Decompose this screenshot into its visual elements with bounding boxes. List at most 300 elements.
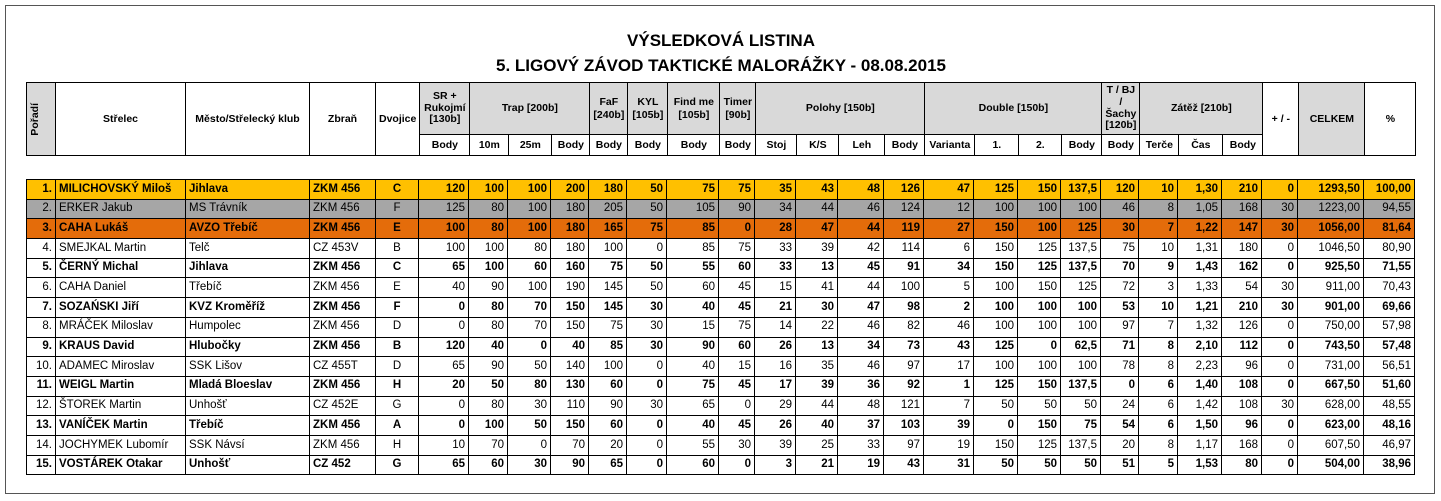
cell-total: 1046,50: [1298, 239, 1364, 259]
cell-plusminus: 0: [1262, 357, 1298, 377]
cell-tbj-score: 72: [1101, 278, 1139, 298]
table-row: [27, 199, 1415, 219]
cell-double-2: 125: [1018, 258, 1061, 278]
cell-gun: CZ 453V: [310, 239, 376, 259]
cell-tbj-score: 70: [1101, 258, 1139, 278]
cell-zatez-targets: 8: [1139, 337, 1178, 357]
cell-shooter-name: CAHA Daniel: [56, 278, 186, 298]
cell-double-2: 100: [1018, 317, 1061, 337]
cell-tbj-score: 53: [1101, 298, 1139, 318]
cell-zatez-score: 180: [1222, 239, 1262, 259]
cell-polohy-ks: 13: [796, 337, 838, 357]
cell-plusminus: 0: [1262, 435, 1298, 455]
cell-tbj-score: 54: [1101, 416, 1139, 436]
cell-double-score: 100: [1061, 357, 1101, 377]
cell-double-score: 137,5: [1061, 376, 1101, 396]
cell-polohy-ks: 43: [796, 180, 838, 200]
cell-timer-score: 45: [719, 298, 755, 318]
table-row: [27, 396, 1415, 416]
sub-header: Body: [1062, 135, 1102, 156]
cell-zatez-time: 1,33: [1178, 278, 1222, 298]
cell-percent: 100,00: [1364, 180, 1415, 200]
cell-polohy-leh: 46: [838, 357, 884, 377]
cell-faf-score: 145: [589, 298, 627, 318]
cell-zatez-time: 1,32: [1178, 317, 1222, 337]
cell-kyl-score: 50: [627, 180, 667, 200]
cell-trap-10m: 100: [469, 416, 508, 436]
cell-polohy-leh: 37: [838, 416, 884, 436]
cell-pair: G: [376, 455, 419, 475]
cell-polohy-score: 103: [884, 416, 924, 436]
cell-club: MS Trávník: [186, 199, 310, 219]
cell-shooter-name: ADAMEC Miroslav: [56, 357, 186, 377]
cell-zatez-score: 210: [1222, 298, 1262, 318]
cell-trap-25m: 60: [508, 258, 551, 278]
cell-percent: 80,90: [1364, 239, 1415, 259]
cell-shooter-name: SOZAŃSKI Jiří: [56, 298, 186, 318]
cell-rank: 13.: [27, 416, 56, 436]
cell-tbj-score: 0: [1101, 376, 1139, 396]
cell-percent: 71,55: [1364, 258, 1415, 278]
cell-total: 925,50: [1298, 258, 1364, 278]
cell-double-1: 150: [974, 258, 1018, 278]
cell-percent: 56,51: [1364, 357, 1415, 377]
cell-trap-score: 140: [551, 357, 589, 377]
cell-gun: ZKM 456: [310, 376, 376, 396]
cell-polohy-stoj: 17: [755, 376, 796, 396]
cell-trap-25m: 70: [508, 317, 551, 337]
sub-header: 10m: [470, 135, 509, 156]
cell-pair: B: [376, 239, 419, 259]
header-tbj: T / BJ / Šachy [120b]: [1102, 83, 1140, 135]
cell-percent: 51,60: [1364, 376, 1415, 396]
sub-header: Varianta: [925, 135, 975, 156]
cell-tbj-score: 78: [1101, 357, 1139, 377]
cell-total: 743,50: [1298, 337, 1364, 357]
cell-total: 1056,00: [1298, 219, 1364, 239]
cell-pair: H: [376, 376, 419, 396]
cell-percent: 57,48: [1364, 337, 1415, 357]
cell-zatez-targets: 6: [1139, 416, 1178, 436]
cell-club: Jihlava: [186, 180, 310, 200]
cell-timer-score: 0: [719, 396, 755, 416]
cell-rank: 12.: [27, 396, 56, 416]
cell-polohy-score: 119: [884, 219, 924, 239]
cell-trap-25m: 0: [508, 337, 551, 357]
cell-polohy-leh: 42: [838, 239, 884, 259]
cell-trap-score: 70: [551, 435, 589, 455]
cell-tbj-score: 51: [1101, 455, 1139, 475]
table-row: [27, 278, 1415, 298]
cell-polohy-ks: 44: [796, 396, 838, 416]
sub-header: Body: [668, 135, 720, 156]
cell-gun: ZKM 456: [310, 219, 376, 239]
cell-tbj-score: 20: [1101, 435, 1139, 455]
cell-tbj-score: 75: [1101, 239, 1139, 259]
cell-polohy-leh: 46: [838, 199, 884, 219]
sub-header: Body: [885, 135, 925, 156]
cell-kyl-score: 0: [627, 455, 667, 475]
cell-zatez-targets: 6: [1139, 396, 1178, 416]
cell-double-variant: 12: [924, 199, 974, 219]
cell-trap-25m: 80: [508, 376, 551, 396]
cell-trap-25m: 100: [508, 219, 551, 239]
cell-zatez-score: 108: [1222, 396, 1262, 416]
cell-polohy-stoj: 39: [755, 435, 796, 455]
sub-header: Body: [628, 135, 668, 156]
cell-trap-25m: 30: [508, 455, 551, 475]
table-row: [27, 317, 1415, 337]
cell-tbj-score: 120: [1101, 180, 1139, 200]
cell-trap-25m: 70: [508, 298, 551, 318]
cell-sr-score: 120: [419, 337, 469, 357]
cell-polohy-leh: 33: [838, 435, 884, 455]
cell-sr-score: 0: [419, 317, 469, 337]
cell-total: 607,50: [1298, 435, 1364, 455]
header-zatez: Zátěž [210b]: [1140, 83, 1263, 135]
cell-total: 731,00: [1298, 357, 1364, 377]
table-row: [27, 180, 1415, 200]
cell-shooter-name: WEIGL Martin: [56, 376, 186, 396]
cell-double-2: 150: [1018, 278, 1061, 298]
cell-pair: B: [376, 337, 419, 357]
cell-zatez-time: 1,40: [1178, 376, 1222, 396]
cell-timer-score: 30: [719, 435, 755, 455]
cell-polohy-stoj: 26: [755, 416, 796, 436]
cell-pair: G: [376, 396, 419, 416]
cell-shooter-name: ERKER Jakub: [56, 199, 186, 219]
cell-zatez-score: 210: [1222, 180, 1262, 200]
cell-double-2: 50: [1018, 455, 1061, 475]
cell-total: 901,00: [1298, 298, 1364, 318]
cell-polohy-ks: 35: [796, 357, 838, 377]
cell-findme-score: 40: [667, 357, 719, 377]
cell-plusminus: 30: [1262, 199, 1298, 219]
cell-trap-10m: 100: [469, 180, 508, 200]
cell-gun: ZKM 456: [310, 278, 376, 298]
cell-timer-score: 0: [719, 455, 755, 475]
cell-sr-score: 0: [419, 298, 469, 318]
cell-club: SSK Lišov: [186, 357, 310, 377]
cell-zatez-targets: 10: [1139, 298, 1178, 318]
cell-polohy-ks: 47: [796, 219, 838, 239]
cell-tbj-score: 30: [1101, 219, 1139, 239]
table-row: [27, 219, 1415, 239]
cell-zatez-time: 1,30: [1178, 180, 1222, 200]
cell-gun: ZKM 456: [310, 416, 376, 436]
sub-header: 1.: [975, 135, 1019, 156]
cell-club: Humpolec: [186, 317, 310, 337]
cell-faf-score: 20: [589, 435, 627, 455]
cell-double-1: 150: [974, 239, 1018, 259]
header-trap: Trap [200b]: [470, 83, 590, 135]
cell-club: Třebíč: [186, 416, 310, 436]
cell-plusminus: 30: [1262, 298, 1298, 318]
cell-rank: 8.: [27, 317, 56, 337]
cell-polohy-leh: 34: [838, 337, 884, 357]
cell-polohy-score: 121: [884, 396, 924, 416]
cell-gun: ZKM 456: [310, 317, 376, 337]
cell-pair: F: [376, 199, 419, 219]
cell-timer-score: 60: [719, 337, 755, 357]
header-kyl: KYL [105b]: [628, 83, 668, 135]
cell-trap-10m: 80: [469, 298, 508, 318]
cell-club: Unhošť: [186, 455, 310, 475]
cell-polohy-leh: 45: [838, 258, 884, 278]
cell-percent: 38,96: [1364, 455, 1415, 475]
cell-shooter-name: KRAUS David: [56, 337, 186, 357]
cell-faf-score: 60: [589, 376, 627, 396]
cell-rank: 14.: [27, 435, 56, 455]
cell-plusminus: 30: [1262, 219, 1298, 239]
cell-trap-score: 90: [551, 455, 589, 475]
cell-trap-25m: 30: [508, 396, 551, 416]
cell-percent: 81,64: [1364, 219, 1415, 239]
cell-polohy-leh: 44: [838, 278, 884, 298]
cell-double-2: 100: [1018, 199, 1061, 219]
cell-kyl-score: 50: [627, 199, 667, 219]
cell-polohy-score: 98: [884, 298, 924, 318]
cell-trap-score: 150: [551, 416, 589, 436]
cell-kyl-score: 30: [627, 337, 667, 357]
cell-faf-score: 85: [589, 337, 627, 357]
cell-faf-score: 100: [589, 357, 627, 377]
cell-zatez-score: 54: [1222, 278, 1262, 298]
sub-header: Terče: [1140, 135, 1179, 156]
cell-shooter-name: MRÁČEK Miloslav: [56, 317, 186, 337]
cell-percent: 70,43: [1364, 278, 1415, 298]
cell-percent: 57,98: [1364, 317, 1415, 337]
cell-trap-25m: 100: [508, 278, 551, 298]
cell-zatez-score: 96: [1222, 416, 1262, 436]
sub-header: Stoj: [756, 135, 797, 156]
cell-polohy-stoj: 35: [755, 180, 796, 200]
header-club: Město/Střelecký klub: [186, 83, 310, 156]
cell-kyl-score: 30: [627, 317, 667, 337]
cell-zatez-time: 1,21: [1178, 298, 1222, 318]
cell-timer-score: 75: [719, 317, 755, 337]
cell-trap-10m: 60: [469, 455, 508, 475]
cell-zatez-time: 1,42: [1178, 396, 1222, 416]
cell-zatez-score: 147: [1222, 219, 1262, 239]
cell-pair: E: [376, 278, 419, 298]
cell-faf-score: 205: [589, 199, 627, 219]
cell-gun: ZKM 456: [310, 435, 376, 455]
cell-double-1: 100: [974, 278, 1018, 298]
cell-percent: 48,16: [1364, 416, 1415, 436]
cell-double-1: 100: [974, 199, 1018, 219]
cell-polohy-stoj: 33: [755, 258, 796, 278]
cell-polohy-score: 97: [884, 435, 924, 455]
sub-header: Body: [420, 135, 470, 156]
sub-header: Body: [1223, 135, 1263, 156]
cell-polohy-ks: 41: [796, 278, 838, 298]
cell-club: SSK Návsí: [186, 435, 310, 455]
cell-pair: C: [376, 258, 419, 278]
cell-shooter-name: MILICHOVSKÝ Miloš: [56, 180, 186, 200]
cell-polohy-score: 91: [884, 258, 924, 278]
cell-percent: 69,66: [1364, 298, 1415, 318]
cell-kyl-score: 30: [627, 298, 667, 318]
cell-timer-score: 90: [719, 199, 755, 219]
cell-trap-25m: 50: [508, 357, 551, 377]
sub-header: 25m: [509, 135, 552, 156]
cell-sr-score: 100: [419, 219, 469, 239]
cell-double-2: 150: [1018, 376, 1061, 396]
table-row: [27, 239, 1415, 259]
cell-double-1: 150: [974, 219, 1018, 239]
cell-shooter-name: VANÍČEK Martin: [56, 416, 186, 436]
cell-findme-score: 65: [667, 396, 719, 416]
cell-gun: CZ 455T: [310, 357, 376, 377]
cell-double-2: 125: [1018, 435, 1061, 455]
cell-shooter-name: VOSTÁREK Otakar: [56, 455, 186, 475]
cell-trap-score: 200: [551, 180, 589, 200]
cell-double-2: 0: [1018, 337, 1061, 357]
cell-rank: 10.: [27, 357, 56, 377]
cell-plusminus: 0: [1262, 180, 1298, 200]
cell-double-1: 0: [974, 416, 1018, 436]
cell-faf-score: 75: [589, 258, 627, 278]
cell-total: 1223,00: [1298, 199, 1364, 219]
header-timer: Timer [90b]: [720, 83, 756, 135]
cell-faf-score: 60: [589, 416, 627, 436]
cell-shooter-name: ŠTOREK Martin: [56, 396, 186, 416]
cell-polohy-ks: 13: [796, 258, 838, 278]
cell-faf-score: 65: [589, 455, 627, 475]
cell-double-score: 75: [1061, 416, 1101, 436]
cell-polohy-score: 100: [884, 278, 924, 298]
cell-polohy-ks: 22: [796, 317, 838, 337]
cell-plusminus: 0: [1262, 416, 1298, 436]
cell-polohy-leh: 19: [838, 455, 884, 475]
cell-rank: 11.: [27, 376, 56, 396]
cell-kyl-score: 0: [627, 416, 667, 436]
cell-shooter-name: JOCHYMEK Lubomír: [56, 435, 186, 455]
cell-findme-score: 40: [667, 298, 719, 318]
cell-plusminus: 0: [1262, 239, 1298, 259]
cell-double-2: 50: [1018, 396, 1061, 416]
page-subtitle: 5. LIGOVÝ ZÁVOD TAKTICKÉ MALORÁŽKY - 08.08.2015: [496, 56, 946, 75]
cell-pair: F: [376, 298, 419, 318]
cell-faf-score: 75: [589, 317, 627, 337]
cell-trap-10m: 90: [469, 278, 508, 298]
cell-zatez-time: 1,43: [1178, 258, 1222, 278]
cell-findme-score: 60: [667, 278, 719, 298]
header-sr: SR + Rukojmí [130b]: [420, 83, 470, 135]
cell-polohy-leh: 44: [838, 219, 884, 239]
cell-pair: H: [376, 435, 419, 455]
cell-findme-score: 85: [667, 219, 719, 239]
cell-polohy-stoj: 29: [755, 396, 796, 416]
cell-polohy-stoj: 15: [755, 278, 796, 298]
cell-double-score: 50: [1061, 455, 1101, 475]
results-table: [26, 179, 1415, 475]
cell-shooter-name: ČERNÝ Michal: [56, 258, 186, 278]
cell-zatez-time: 1,05: [1178, 199, 1222, 219]
cell-polohy-stoj: 34: [755, 199, 796, 219]
sub-header: Leh: [839, 135, 885, 156]
cell-double-variant: 34: [924, 258, 974, 278]
table-row: [27, 337, 1415, 357]
cell-trap-score: 110: [551, 396, 589, 416]
cell-double-score: 137,5: [1061, 258, 1101, 278]
cell-faf-score: 145: [589, 278, 627, 298]
cell-polohy-leh: 48: [838, 180, 884, 200]
cell-kyl-score: 50: [627, 278, 667, 298]
table-row: [27, 376, 1415, 396]
cell-zatez-targets: 8: [1139, 199, 1178, 219]
cell-polohy-stoj: 3: [755, 455, 796, 475]
cell-double-score: 125: [1061, 278, 1101, 298]
cell-polohy-stoj: 14: [755, 317, 796, 337]
cell-trap-score: 150: [551, 317, 589, 337]
cell-pair: D: [376, 357, 419, 377]
cell-club: Hlubočky: [186, 337, 310, 357]
cell-double-variant: 1: [924, 376, 974, 396]
cell-zatez-targets: 10: [1139, 239, 1178, 259]
cell-trap-score: 130: [551, 376, 589, 396]
cell-zatez-time: 2,10: [1178, 337, 1222, 357]
cell-double-1: 100: [974, 317, 1018, 337]
cell-total: 628,00: [1298, 396, 1364, 416]
cell-sr-score: 10: [419, 435, 469, 455]
cell-plusminus: 0: [1262, 376, 1298, 396]
cell-trap-10m: 80: [469, 396, 508, 416]
cell-polohy-stoj: 33: [755, 239, 796, 259]
table-row: [27, 455, 1415, 475]
cell-zatez-score: 112: [1222, 337, 1262, 357]
cell-shooter-name: CAHA Lukáš: [56, 219, 186, 239]
cell-sr-score: 120: [419, 180, 469, 200]
cell-gun: ZKM 456: [310, 258, 376, 278]
header-gun: Zbraň: [310, 83, 376, 156]
cell-timer-score: 45: [719, 416, 755, 436]
cell-trap-10m: 80: [469, 199, 508, 219]
cell-trap-score: 160: [551, 258, 589, 278]
cell-kyl-score: 0: [627, 239, 667, 259]
cell-double-score: 137,5: [1061, 435, 1101, 455]
cell-pair: D: [376, 317, 419, 337]
cell-polohy-ks: 25: [796, 435, 838, 455]
cell-sr-score: 65: [419, 455, 469, 475]
cell-polohy-stoj: 28: [755, 219, 796, 239]
table-row: [27, 298, 1415, 318]
cell-zatez-time: 1,22: [1178, 219, 1222, 239]
cell-polohy-ks: 39: [796, 239, 838, 259]
cell-gun: ZKM 456: [310, 298, 376, 318]
cell-polohy-score: 124: [884, 199, 924, 219]
cell-double-score: 100: [1061, 298, 1101, 318]
cell-zatez-targets: 6: [1139, 376, 1178, 396]
cell-zatez-targets: 8: [1139, 357, 1178, 377]
cell-findme-score: 85: [667, 239, 719, 259]
cell-trap-score: 180: [551, 219, 589, 239]
cell-zatez-targets: 7: [1139, 219, 1178, 239]
cell-trap-25m: 50: [508, 416, 551, 436]
cell-sr-score: 100: [419, 239, 469, 259]
cell-pair: E: [376, 219, 419, 239]
cell-kyl-score: 0: [627, 376, 667, 396]
cell-total: 504,00: [1298, 455, 1364, 475]
cell-trap-25m: 0: [508, 435, 551, 455]
cell-rank: 6.: [27, 278, 56, 298]
cell-faf-score: 180: [589, 180, 627, 200]
cell-zatez-targets: 5: [1139, 455, 1178, 475]
sub-header: Body: [590, 135, 628, 156]
cell-trap-10m: 50: [469, 376, 508, 396]
cell-findme-score: 105: [667, 199, 719, 219]
